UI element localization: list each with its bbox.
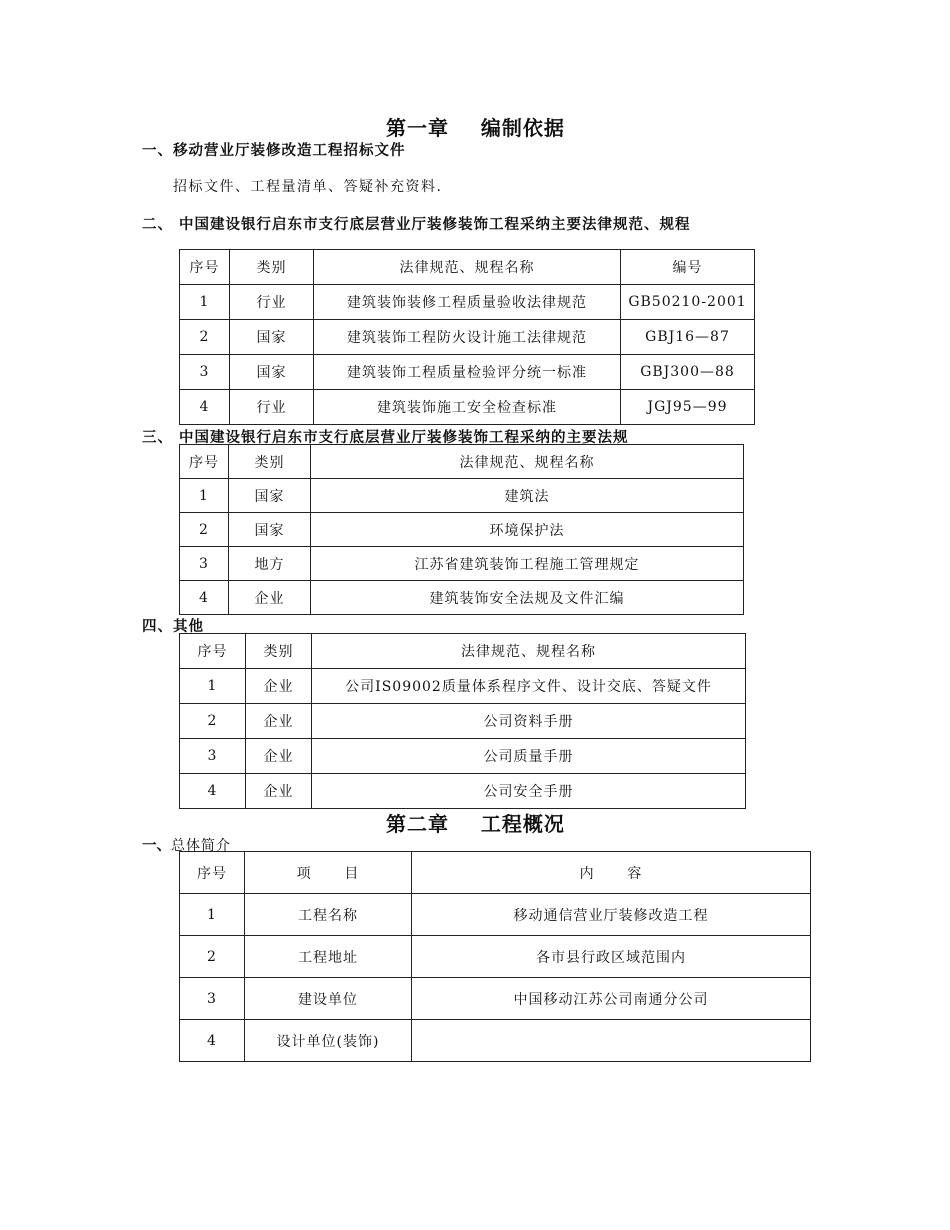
table-row [180, 936, 811, 978]
table-cell: 建筑装饰安全法规及文件汇编 [311, 581, 744, 615]
table-cell: 2 [180, 704, 246, 739]
header-cell: 序号 [180, 250, 230, 285]
table-cell: 江苏省建筑装饰工程施工管理规定 [311, 547, 744, 581]
table-cell: 移动通信营业厅装修改造工程 [412, 894, 811, 936]
table-row [180, 669, 746, 704]
table-cell: 建筑装饰工程防火设计施工法律规范 [314, 320, 621, 355]
table-cell: 2 [180, 513, 229, 547]
table-row [180, 894, 811, 936]
section-5-heading-number: 一、 [142, 838, 171, 854]
standards-table [179, 249, 755, 425]
table-row [180, 513, 744, 547]
table-cell: 1 [180, 479, 229, 513]
header-cell: 编号 [621, 250, 755, 285]
table-cell: 国家 [230, 355, 314, 390]
table-cell: 建筑装饰装修工程质量验收法律规范 [314, 285, 621, 320]
table-cell: 国家 [230, 320, 314, 355]
table-cell: 4 [180, 1020, 245, 1062]
header-cell: 法律规范、规程名称 [314, 250, 621, 285]
header-cell: 内 容 [412, 852, 811, 894]
table-cell: 3 [180, 978, 245, 1020]
table-cell: 企业 [246, 774, 312, 809]
table-row [180, 285, 755, 320]
table-row [180, 978, 811, 1020]
table-cell: GBJ16—87 [621, 320, 755, 355]
header-cell: 序号 [180, 852, 245, 894]
section-1-heading: 一、移动营业厅装修改造工程招标文件 [142, 143, 406, 159]
table-header-row [180, 634, 746, 669]
project-overview-table [179, 851, 811, 1062]
table-header-row [180, 852, 811, 894]
table-cell: 公司质量手册 [312, 739, 746, 774]
table-cell: 国家 [229, 513, 311, 547]
table-row [180, 479, 744, 513]
table-cell: 1 [180, 285, 230, 320]
table-cell: 建筑装饰施工安全检查标准 [314, 390, 621, 425]
table-cell: 行业 [230, 390, 314, 425]
regulations-table [179, 444, 744, 615]
table-cell: 企业 [246, 704, 312, 739]
table-cell: 设计单位(装饰) [245, 1020, 412, 1062]
section-2-heading: 二、 中国建设银行启东市支行底层营业厅装修装饰工程采纳主要法律规范、规程 [142, 217, 691, 233]
table-cell: 4 [180, 774, 246, 809]
table-cell: 公司安全手册 [312, 774, 746, 809]
table-row [180, 581, 744, 615]
table-cell: 企业 [229, 581, 311, 615]
header-cell: 类别 [246, 634, 312, 669]
table-cell [412, 1020, 811, 1062]
table-row [180, 774, 746, 809]
chapter-1-title: 第一章 编制依据 [386, 116, 565, 140]
table-row [180, 739, 746, 774]
table-cell: 行业 [230, 285, 314, 320]
table-cell: 建筑法 [311, 479, 744, 513]
table-cell: JGJ95—99 [621, 390, 755, 425]
table-row [180, 390, 755, 425]
header-cell: 序号 [180, 634, 246, 669]
header-cell: 序号 [180, 445, 229, 479]
table-header-row [180, 250, 755, 285]
table-cell: GBJ300—88 [621, 355, 755, 390]
other-documents-table [179, 633, 746, 809]
header-cell: 项 目 [245, 852, 412, 894]
table-cell: 2 [180, 936, 245, 978]
table-row [180, 547, 744, 581]
table-cell: 3 [180, 739, 246, 774]
section-5-heading-text: 总体简介 [171, 838, 231, 854]
table-cell: 建设单位 [245, 978, 412, 1020]
table-cell: 地方 [229, 547, 311, 581]
header-cell: 法律规范、规程名称 [311, 445, 744, 479]
table-cell: 各市县行政区域范围内 [412, 936, 811, 978]
table-cell: 公司资料手册 [312, 704, 746, 739]
header-cell: 法律规范、规程名称 [312, 634, 746, 669]
table-cell: GB50210-2001 [621, 285, 755, 320]
table-cell: 4 [180, 581, 229, 615]
section-4-heading: 四、其他 [142, 619, 204, 635]
table-header-row [180, 445, 744, 479]
table-cell: 1 [180, 669, 246, 704]
table-cell: 2 [180, 320, 230, 355]
table-cell: 工程名称 [245, 894, 412, 936]
table-row [180, 320, 755, 355]
table-row [180, 704, 746, 739]
table-cell: 公司IS09002质量体系程序文件、设计交底、答疑文件 [312, 669, 746, 704]
section-1-text: 招标文件、工程量清单、答疑补充资料. [173, 179, 443, 195]
table-cell: 国家 [229, 479, 311, 513]
table-cell: 企业 [246, 669, 312, 704]
table-cell: 工程地址 [245, 936, 412, 978]
chapter-2-title: 第二章 工程概况 [386, 812, 565, 836]
table-cell: 环境保护法 [311, 513, 744, 547]
header-cell: 类别 [230, 250, 314, 285]
table-cell: 3 [180, 355, 230, 390]
table-cell: 中国移动江苏公司南通分公司 [412, 978, 811, 1020]
table-cell: 建筑装饰工程质量检验评分统一标准 [314, 355, 621, 390]
table-row [180, 355, 755, 390]
header-cell: 类别 [229, 445, 311, 479]
table-cell: 4 [180, 390, 230, 425]
section-3-heading: 三、 中国建设银行启东市支行底层营业厅装修装饰工程采纳的主要法规 [142, 430, 629, 446]
table-cell: 1 [180, 894, 245, 936]
table-row [180, 1020, 811, 1062]
table-cell: 3 [180, 547, 229, 581]
table-cell: 企业 [246, 739, 312, 774]
